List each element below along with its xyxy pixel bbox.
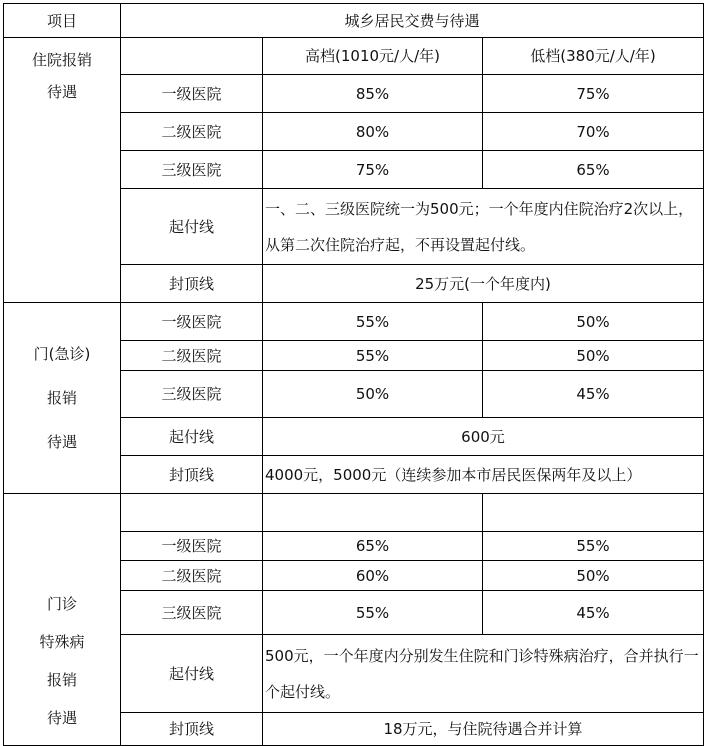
section-title-line: 门诊 (46, 595, 77, 613)
row-label: 起付线 (121, 189, 263, 265)
rate-high: 75% (263, 151, 483, 189)
rate-low: 75% (483, 75, 704, 113)
rate-high: 65% (263, 532, 483, 561)
cap-text: 25万元(一个年度内) (263, 265, 704, 303)
row-label: 三级医院 (121, 371, 263, 418)
section-title-line: 住院报销 (31, 51, 92, 69)
row-label: 一级医院 (121, 75, 263, 113)
row-label: 三级医院 (121, 591, 263, 635)
section-title-line: 待遇 (46, 83, 77, 101)
row-label: 起付线 (121, 418, 263, 456)
row-label: 一级医院 (121, 532, 263, 561)
header-treatment: 城乡居民交费与待遇 (121, 4, 704, 38)
cap-text: 18万元，与住院待遇合并计算 (263, 713, 704, 746)
rate-low: 50% (483, 561, 704, 591)
section-title-line: 报销 (46, 389, 77, 407)
deductible-text: 600元 (263, 418, 704, 456)
rate-low: 45% (483, 591, 704, 635)
row-label: 三级医院 (121, 151, 263, 189)
row-label: 一级医院 (121, 303, 263, 341)
empty-cell (263, 494, 483, 532)
table-row (4, 38, 704, 75)
empty-cell (121, 38, 263, 75)
row-label: 起付线 (121, 635, 263, 713)
rate-low: 70% (483, 113, 704, 151)
header-row (4, 4, 704, 38)
rate-low: 50% (483, 303, 704, 341)
deductible-text: 500元，一个年度内分别发生住院和门诊特殊病治疗，合并执行一个起付线。 (263, 635, 704, 713)
rate-low: 55% (483, 532, 704, 561)
section-title-line: 待遇 (46, 433, 77, 451)
empty-cell (483, 494, 704, 532)
row-label: 封顶线 (121, 456, 263, 494)
rate-low: 45% (483, 371, 704, 418)
section-outpatient (4, 303, 121, 494)
rate-high: 55% (263, 591, 483, 635)
rate-low: 65% (483, 151, 704, 189)
rate-low: 50% (483, 341, 704, 371)
rate-high: 80% (263, 113, 483, 151)
rate-high: 55% (263, 341, 483, 371)
row-label: 二级医院 (121, 341, 263, 371)
section-inpatient (4, 38, 121, 303)
table-row (4, 494, 704, 532)
column-high: 高档(1010元/人/年) (263, 38, 483, 75)
section-special (4, 494, 121, 746)
table-row (4, 303, 704, 341)
row-label: 封顶线 (121, 265, 263, 303)
cap-text: 4000元，5000元（连续参加本市居民医保两年及以上） (263, 456, 704, 494)
header-item: 项目 (4, 4, 121, 38)
section-title-line: 待遇 (46, 709, 77, 727)
column-low: 低档(380元/人/年) (483, 38, 704, 75)
rate-high: 50% (263, 371, 483, 418)
insurance-table (3, 3, 704, 746)
section-title-line: 门(急诊) (33, 345, 91, 363)
section-title-line: 特殊病 (39, 633, 85, 651)
section-title-line: 报销 (46, 671, 77, 689)
row-label: 二级医院 (121, 113, 263, 151)
rate-high: 60% (263, 561, 483, 591)
deductible-text: 一、二、三级医院统一为500元；一个年度内住院治疗2次以上，从第二次住院治疗起，不再设置起付线。 (263, 189, 704, 265)
row-label: 二级医院 (121, 561, 263, 591)
rate-high: 55% (263, 303, 483, 341)
row-label: 封顶线 (121, 713, 263, 746)
rate-high: 85% (263, 75, 483, 113)
empty-cell (121, 494, 263, 532)
